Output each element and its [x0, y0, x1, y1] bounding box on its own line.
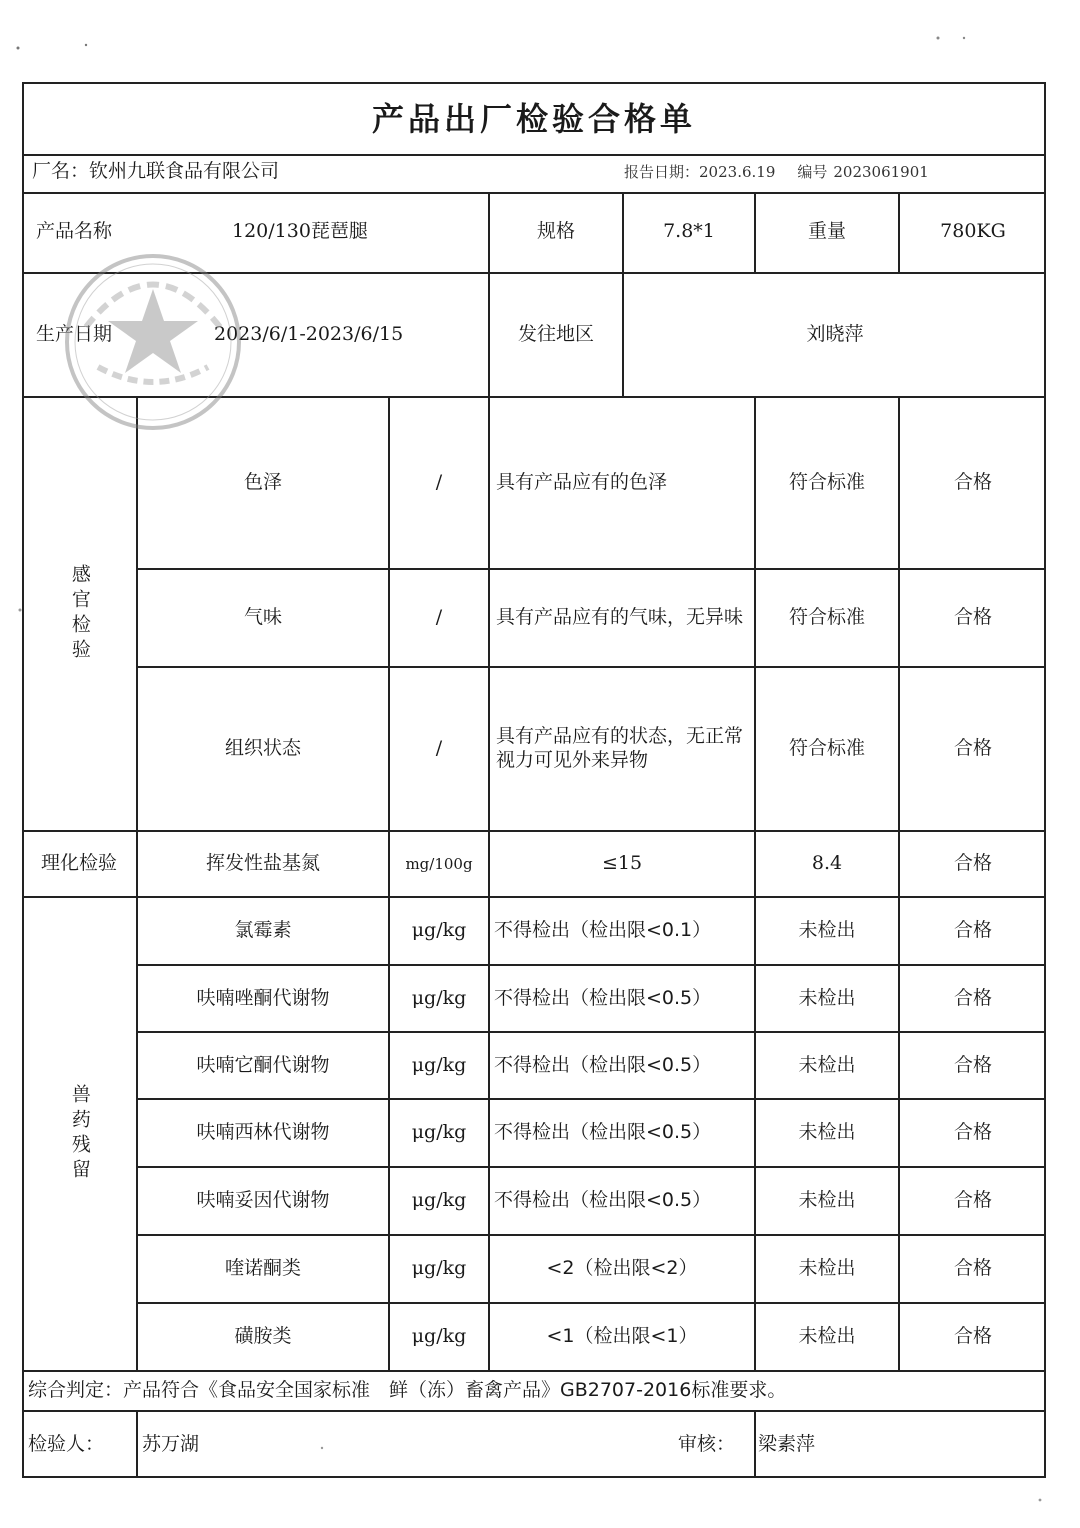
spec-value: 7.8*1	[663, 220, 715, 243]
sensory-verdict: 合格	[953, 606, 992, 629]
sensory-result: 符合标准	[788, 471, 865, 494]
sensory-verdict: 合格	[953, 737, 992, 760]
vetdrug-item: 呋喃妥因代谢物	[196, 1189, 330, 1212]
report-no-label: 编号	[797, 162, 828, 181]
sensory-unit: /	[435, 737, 443, 760]
vetdrug-unit: μg/kg	[411, 986, 467, 1009]
production-date: 2023/6/1-2023/6/15	[214, 323, 404, 346]
spec-label: 规格	[536, 220, 575, 243]
vetdrug-unit: μg/kg	[411, 1121, 467, 1144]
document-title: 产品出厂检验合格单	[371, 100, 696, 138]
sensory-standard: 具有产品应有的色泽	[496, 471, 668, 494]
sensory-item: 气味	[243, 606, 282, 629]
sensory-standard: 具有产品应有的状态，无正常视力可见外来异物	[496, 725, 744, 771]
vetdrug-result: 未检出	[798, 986, 856, 1009]
vetdrug-verdict: 合格	[953, 1325, 992, 1348]
vetdrug-item: 呋喃它酮代谢物	[196, 1053, 330, 1076]
vetdrug-standard: 不得检出（检出限<0.5）	[494, 986, 712, 1009]
vetdrug-verdict: 合格	[953, 1053, 992, 1076]
vetdrug-item: 磺胺类	[234, 1325, 292, 1348]
factory-line	[32, 154, 592, 190]
inspection-sheet	[22, 82, 1046, 1478]
vetdrug-verdict: 合格	[953, 986, 992, 1009]
inspector-label: 检验人：	[28, 1433, 105, 1456]
vetdrug-result: 未检出	[798, 1325, 856, 1348]
vetdrug-verdict: 合格	[953, 1257, 992, 1280]
factory-name: 钦州九联食品有限公司	[89, 160, 280, 183]
physchem-group-label: 理化检验	[40, 852, 117, 875]
vetdrug-standard: 不得检出（检出限<0.5）	[494, 1053, 712, 1076]
physchem-verdict: 合格	[953, 852, 992, 875]
vetdrug-unit: μg/kg	[411, 1189, 467, 1212]
vetdrug-item: 喹诺酮类	[224, 1257, 301, 1280]
physchem-result: 8.4	[811, 852, 843, 875]
vetdrug-item: 氯霉素	[234, 919, 292, 942]
vetdrug-unit: μg/kg	[411, 1257, 467, 1280]
sensory-group-label: 感官检验	[68, 564, 91, 664]
sensory-item: 色泽	[243, 471, 282, 494]
report-date-label: 报告日期：	[624, 162, 700, 181]
report-line	[624, 154, 1044, 190]
vetdrug-verdict: 合格	[953, 1189, 992, 1212]
product-name-label: 产品名称	[36, 220, 113, 243]
vetdrug-result: 未检出	[798, 1121, 856, 1144]
product-name: 120/130琵琶腿	[232, 220, 368, 243]
vetdrug-verdict: 合格	[953, 919, 992, 942]
vetdrug-standard: 不得检出（检出限<0.1）	[494, 919, 712, 942]
report-no: 2023061901	[833, 162, 929, 181]
sensory-result: 符合标准	[788, 737, 865, 760]
inspector-name: 苏万湖	[142, 1433, 200, 1456]
production-date-label: 生产日期	[36, 323, 113, 346]
vetdrug-standard: <2（检出限<2）	[546, 1257, 698, 1280]
sensory-standard: 具有产品应有的气味，无异味	[496, 606, 744, 629]
physchem-item: 挥发性盐基氮	[205, 852, 320, 875]
vetdrug-standard: 不得检出（检出限<0.5）	[494, 1121, 712, 1144]
vetdrug-result: 未检出	[798, 1189, 856, 1212]
vetdrug-unit: μg/kg	[411, 919, 467, 942]
vetdrug-unit: μg/kg	[411, 1053, 467, 1076]
vetdrug-result: 未检出	[798, 1053, 856, 1076]
vetdrug-result: 未检出	[798, 1257, 856, 1280]
sensory-item: 组织状态	[224, 737, 301, 760]
factory-label: 厂名：	[32, 160, 90, 183]
sensory-verdict: 合格	[953, 471, 992, 494]
sensory-result: 符合标准	[788, 606, 865, 629]
vetdrug-standard: <1（检出限<1）	[546, 1325, 698, 1348]
vetdrug-group-label: 兽药残留	[68, 1084, 91, 1184]
vetdrug-standard: 不得检出（检出限<0.5）	[494, 1189, 712, 1212]
vetdrug-item: 呋喃西林代谢物	[196, 1121, 330, 1144]
report-date: 2023.6.19	[699, 162, 776, 181]
reviewer-label: 审核：	[678, 1433, 736, 1456]
vetdrug-unit: μg/kg	[411, 1325, 467, 1348]
vetdrug-result: 未检出	[798, 919, 856, 942]
weight-label: 重量	[807, 220, 846, 243]
destination-value: 刘晓萍	[806, 323, 864, 346]
weight-value: 780KG	[940, 220, 1006, 243]
sensory-unit: /	[435, 606, 443, 629]
physchem-unit: mg/100g	[405, 854, 473, 873]
physchem-standard: ≤15	[601, 852, 643, 875]
overall-conclusion: 综合判定：产品符合《食品安全国家标准 鲜（冻）畜禽产品》GB2707-2016标准要求。	[28, 1379, 787, 1402]
destination-label: 发往地区	[517, 323, 594, 346]
vetdrug-verdict: 合格	[953, 1121, 992, 1144]
vetdrug-item: 呋喃唑酮代谢物	[196, 986, 330, 1009]
reviewer-name: 梁素萍	[758, 1433, 816, 1456]
sensory-unit: /	[435, 471, 443, 494]
